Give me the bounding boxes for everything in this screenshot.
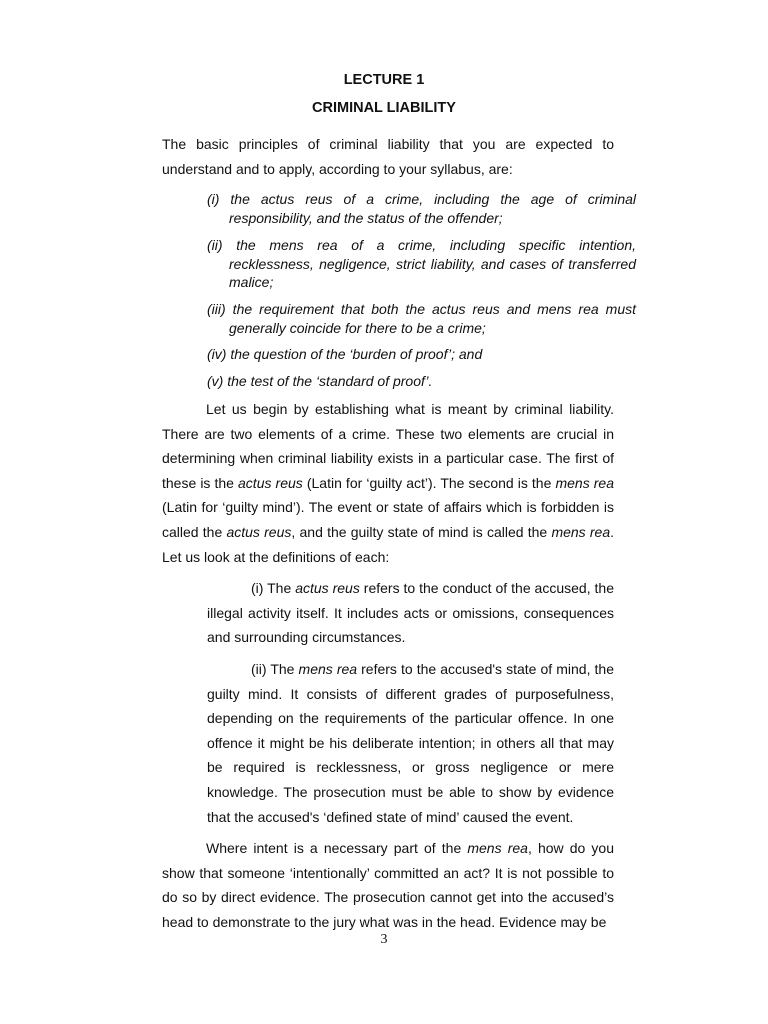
definition-mens-rea (207, 657, 614, 829)
text-run: (Latin for ‘guilty act’). The second is the (302, 474, 556, 491)
term-mens-rea: mens rea (555, 474, 614, 491)
text-run: , and the guilty state of mind is called the (291, 523, 552, 540)
text-run: Where intent is a necessary part of the (206, 840, 468, 856)
term-actus-reus: actus reus (226, 523, 292, 540)
definitions-paragraph (162, 397, 614, 569)
text-run: refers to the conduct of the accused, the illegal activity itself. It includes acts or omissions, consequences and surrounding circumstances. (207, 580, 614, 646)
page-title: CRIMINAL LIABILITY (312, 100, 456, 116)
intent-paragraph (162, 836, 614, 934)
syllabus-item-3: (iii) the requirement that both the actus reus and mens rea must generally coincide for there to be a crime; (207, 301, 636, 336)
text-run: (ii) The (251, 661, 299, 677)
lecture-number: LECTURE 1 (343, 72, 425, 88)
page-number: 3 (380, 932, 388, 947)
text-run: refers to the accused's state of mind, the guilty mind. It consists of different grades of purposefulness, depending on the requirements of the particular offence. In one offence it might be his deliberate intention; in others all that may be required is recklessness, or gross negligence or mere knowledge. The prosecution must be able to show by evidence that the accused's ‘defined state of mind’ caused the event. (207, 661, 614, 825)
term-mens-rea: mens rea (467, 840, 528, 856)
text-run: (i) The (251, 580, 296, 596)
syllabus-item-4: (iv) the question of the ‘burden of proof’; and (207, 346, 483, 362)
term-mens-rea: mens rea (551, 523, 611, 540)
definition-actus-reus (207, 576, 614, 650)
text-run: . Let us look at the definitions of each: (162, 523, 615, 565)
intro-paragraph: The basic principles of criminal liability that you are expected to understand and to apply, according to your syllabus, are: (162, 136, 614, 177)
text-run: (Latin for ‘guilty mind’). The event or state of affairs which is forbidden is called the (162, 499, 614, 540)
term-actus-reus: actus reus (238, 474, 303, 491)
text-run: Let us begin by establishing what is meant by criminal liability. There are two elements of a crime. These two elements are crucial in determining when criminal liability exists in a particular case. The first of these is the (162, 401, 614, 491)
term-mens-rea: mens rea (298, 661, 358, 677)
text-run: , how do you show that someone ‘intentionally’ committed an act? It is not possible to do so by direct evidence. The prosecution cannot get into the accused’s head to demonstrate to the jury what was in the head. Evidence may be (162, 840, 615, 930)
syllabus-item-1: (i) the actus reus of a crime, including the age of criminal responsibility, and the status of the offender; (207, 191, 636, 226)
syllabus-item-5: (v) the test of the ‘standard of proof’. (207, 373, 433, 389)
term-actus-reus: actus reus (295, 580, 360, 596)
syllabus-item-2: (ii) the mens rea of a crime, including specific intention, recklessness, negligence, strict liability, and cases of transferred malice; (207, 237, 636, 291)
